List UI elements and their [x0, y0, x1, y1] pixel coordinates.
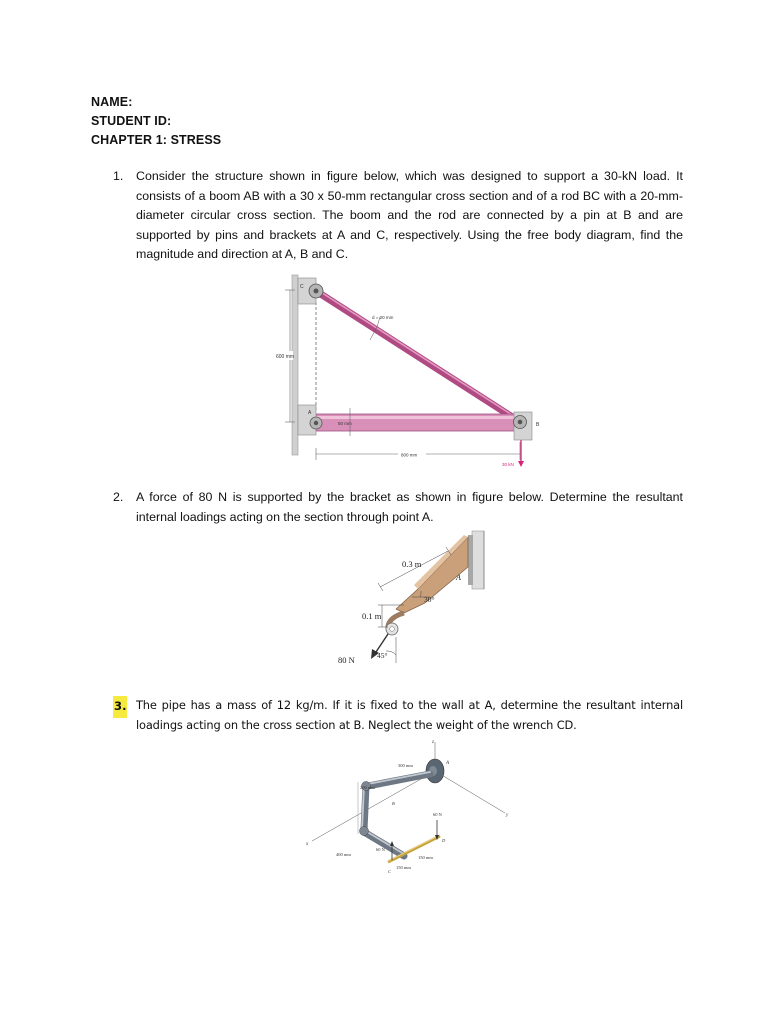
height-label: 600 mm — [276, 354, 295, 360]
force-left-label: 60 N — [376, 847, 385, 852]
label-a: A — [456, 573, 461, 582]
label-a: A — [308, 410, 312, 416]
pipe-segment-3 — [364, 832, 404, 856]
force-label: 80 N — [338, 655, 355, 665]
label-b: B — [392, 801, 395, 806]
question-number-highlighted: 3. — [113, 696, 127, 718]
dim-400-label: 400 mm — [336, 852, 351, 857]
y-axis-label: y — [506, 813, 509, 818]
question-3 — [113, 696, 683, 735]
student-id-label: STUDENT ID: — [91, 114, 172, 128]
wall — [472, 531, 484, 589]
question-text: Consider the structure shown in figure below, which was designed to support a 30-kN load. It consists of a boom AB with a 30 x 50-mm rectangular cross section and of a rod BC with a 20-mm-diameter circular cross section. The boom and the rod are connected by a pin at B and are supported by pins and brackets at A and C, respectively. Using the free body diagram, find the magnitude and direction at A, B and C. — [136, 169, 683, 262]
dim-150a-label: 150 mm — [418, 855, 433, 860]
angle-top-label: 30° — [424, 595, 435, 604]
span-label: 800 mm — [401, 452, 418, 458]
question-2 — [113, 488, 683, 527]
rod-bc — [316, 291, 520, 422]
figure-1-boom-rod — [270, 272, 540, 472]
dim-200-label: 200 mm — [360, 785, 375, 790]
dim-150b-label: 150 mm — [396, 865, 411, 870]
z-axis-label: z — [432, 740, 434, 745]
question-number: 2. — [113, 490, 124, 504]
label-c: C — [388, 869, 392, 874]
boom-depth-label: 50 mm — [338, 421, 352, 426]
angle-force-label: 45° — [377, 651, 388, 660]
wall — [292, 275, 298, 455]
question-text: A force of 80 N is supported by the bracket as shown in figure below. Determine the resultant internal loadings acting on the section through point A. — [136, 490, 683, 524]
pipe-segment-1 — [368, 774, 430, 786]
figure-3-pipe-wrench — [300, 738, 515, 888]
question-text: The pipe has a mass of 12 kg/m. If it is fixed to the wall at A, determine the resultant internal loadings acting on the cross section at B. Neglect the weight of the wrench CD. — [136, 698, 683, 732]
name-label: NAME: — [91, 95, 133, 109]
label-b: B — [536, 422, 540, 428]
label-d: D — [442, 838, 446, 843]
force-right-label: 60 N — [433, 812, 442, 817]
length-label: 0.3 m — [402, 559, 422, 569]
chapter-title: CHAPTER 1: STRESS — [91, 133, 222, 147]
question-1 — [113, 167, 683, 265]
label-a: A — [446, 761, 450, 766]
figure-2-bracket — [330, 525, 500, 670]
label-c: C — [300, 284, 304, 290]
dim-300-label: 300 mm — [398, 763, 413, 768]
rod-diameter-label: d = 20 mm — [372, 315, 394, 320]
x-axis-label: x — [306, 842, 309, 847]
question-number: 1. — [113, 169, 124, 183]
load-label: 30 kN — [502, 462, 514, 467]
y-axis — [435, 771, 505, 813]
offset-label: 0.1 m — [362, 611, 382, 621]
